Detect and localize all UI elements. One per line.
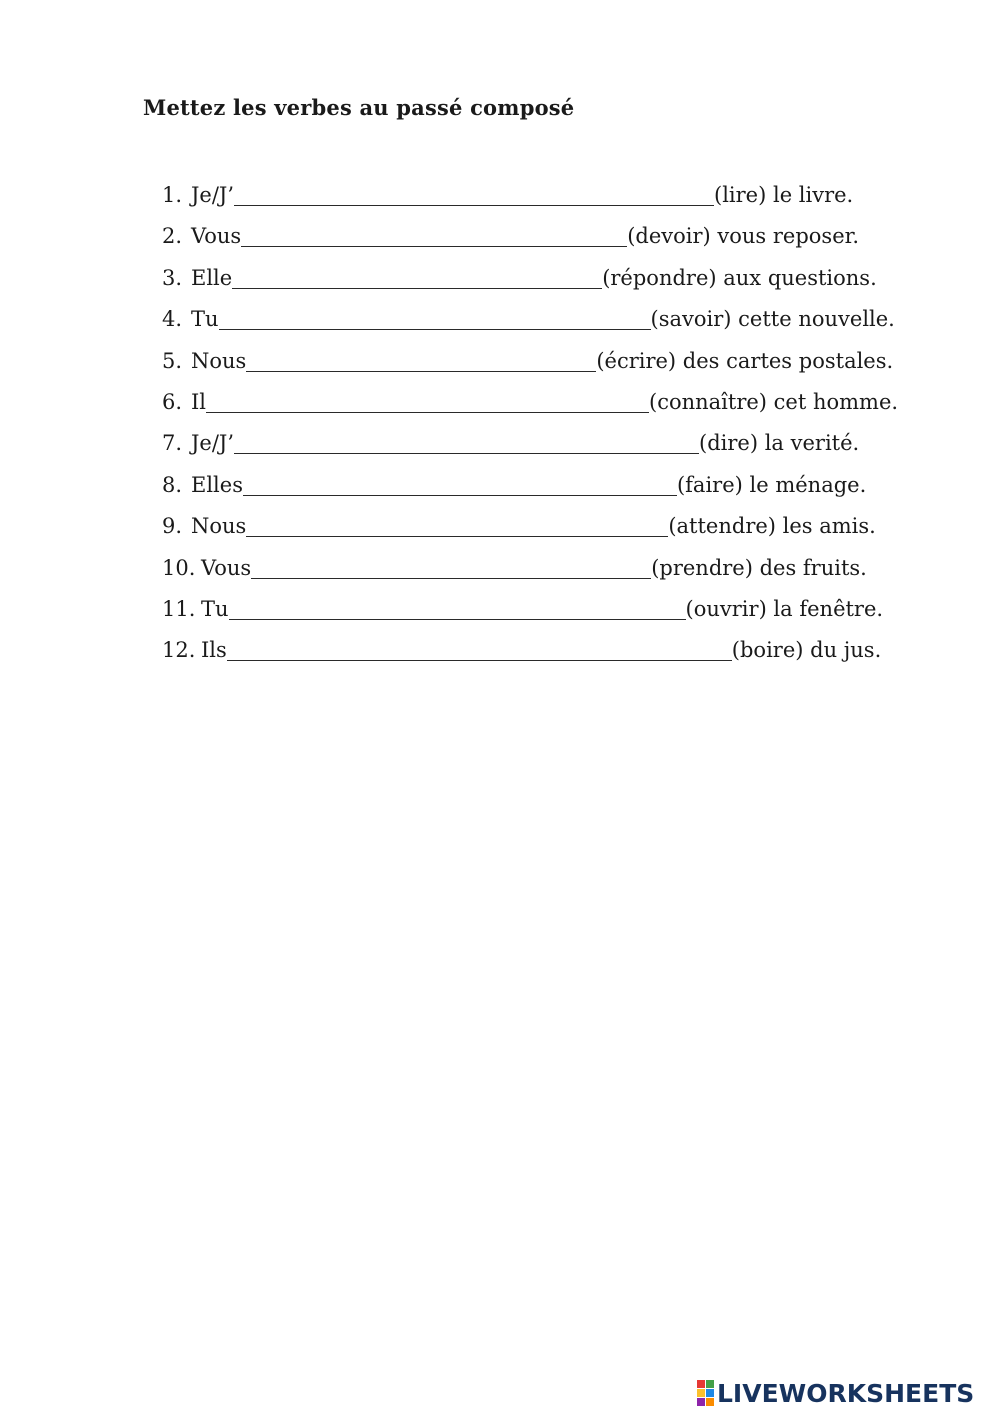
exercise-number: 1. [162,183,183,207]
exercise-item-11 [162,594,898,635]
exercise-subject: Ils [201,638,227,663]
answer-blank-4[interactable] [219,309,651,330]
exercise-subject: Je/J’ [191,183,235,207]
exercise-number: 7. [162,431,183,456]
exercise-number: 6. [162,389,183,414]
answer-blank-11[interactable] [229,599,686,620]
exercise-subject: Vous [191,224,242,249]
logo-square [706,1380,714,1388]
exercise-subject: Nous [191,514,247,539]
answer-blank-8[interactable] [243,475,677,496]
verb-hint: (connaître) cet homme. [649,389,899,414]
exercise-number: 3. [162,265,183,290]
logo-square [697,1389,705,1397]
logo-square [697,1398,705,1406]
logo-text: LIVEWORKSHEETS [717,1378,975,1408]
verb-hint: (devoir) vous reposer. [627,224,860,249]
exercise-number: 10. [162,555,196,580]
verb-hint: (faire) le ménage. [676,472,867,497]
verb-hint: (boire) du jus. [731,638,882,663]
exercise-subject: Tu [201,596,229,621]
answer-blank-10[interactable] [251,558,651,579]
exercise-item-10 [162,553,898,594]
exercise-item-9 [162,511,898,552]
logo-square [697,1380,705,1388]
verb-hint: (prendre) des fruits. [651,555,867,580]
exercise-item-3 [162,263,898,304]
answer-blank-12[interactable] [227,640,732,661]
answer-blank-6[interactable] [206,392,649,413]
exercise-subject: Tu [191,307,219,332]
worksheet-title: Mettez les verbes au passé composé [143,95,575,120]
verb-hint: (dire) la verité. [699,431,860,456]
exercise-item-4 [162,304,898,345]
answer-blank-9[interactable] [246,516,668,537]
exercise-subject: Nous [191,348,247,373]
exercise-item-5 [162,346,898,387]
exercise-number: 5. [162,348,183,373]
answer-blank-5[interactable] [246,351,596,372]
verb-hint: (écrire) des cartes postales. [596,348,894,373]
answer-blank-7[interactable] [234,433,699,454]
answer-blank-3[interactable] [232,268,602,289]
exercise-subject: Elles [191,472,243,497]
exercise-number: 11. [162,596,196,621]
exercise-item-6 [162,387,898,428]
exercise-item-1 [162,180,898,221]
exercise-number: 2. [162,224,183,249]
liveworksheets-logo [697,1378,974,1408]
verb-hint: (attendre) les amis. [668,514,876,539]
answer-blank-1[interactable] [234,185,714,206]
exercise-subject: Il [191,389,207,414]
exercise-number: 8. [162,472,183,497]
logo-square [706,1398,714,1406]
verb-hint: (lire) le livre. [714,183,854,207]
exercise-item-7 [162,428,898,469]
answer-blank-2[interactable] [241,226,627,247]
verb-hint: (répondre) aux questions. [602,265,877,290]
exercise-number: 4. [162,307,183,332]
exercise-item-2 [162,221,898,262]
logo-square [706,1389,714,1397]
exercise-subject: Je/J’ [191,431,235,456]
exercise-subject: Vous [201,555,252,580]
exercise-number: 12. [162,638,196,663]
exercise-list [162,180,898,677]
verb-hint: (savoir) cette nouvelle. [650,307,895,332]
exercise-number: 9. [162,514,183,539]
exercise-item-8 [162,470,898,511]
exercise-subject: Elle [191,265,233,290]
verb-hint: (ouvrir) la fenêtre. [685,596,884,621]
exercise-item-12 [162,635,898,676]
liveworksheets-logo-icon [697,1380,714,1406]
